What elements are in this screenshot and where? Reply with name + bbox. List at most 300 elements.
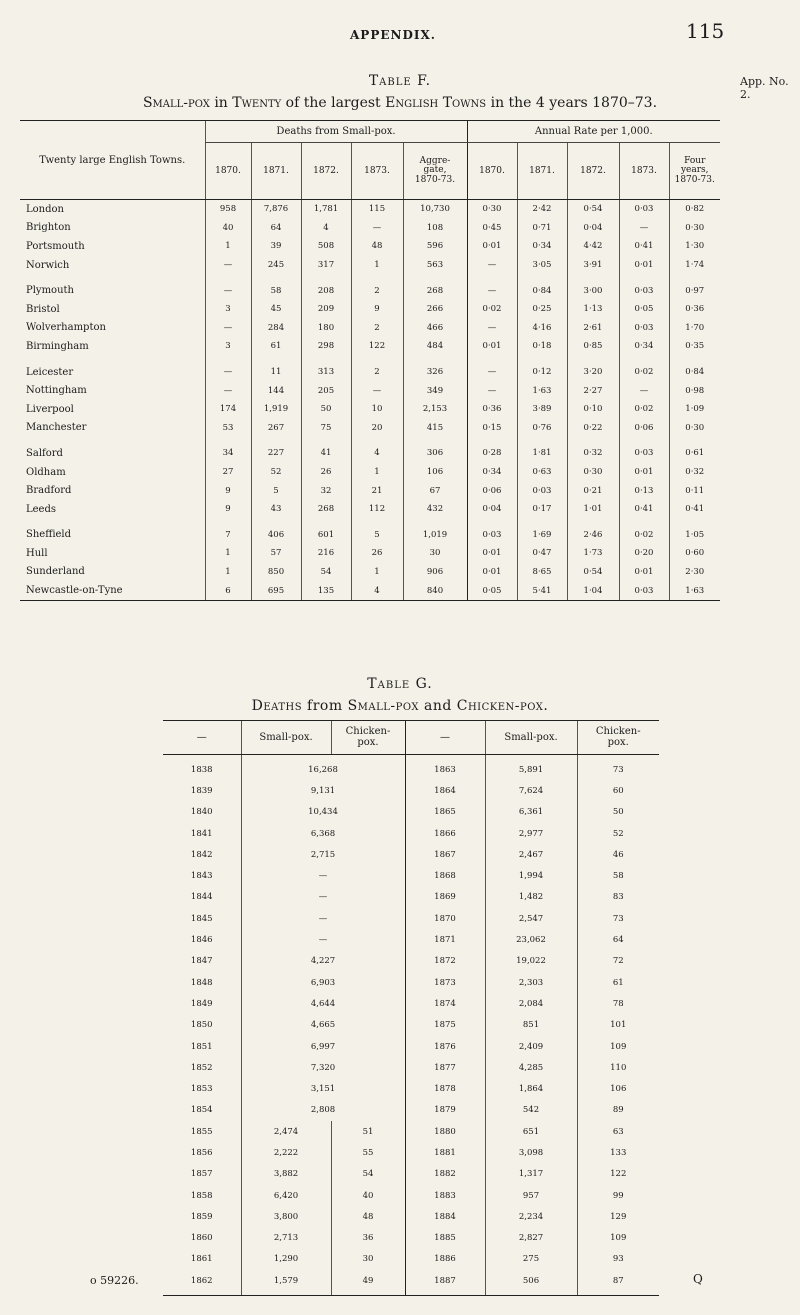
table-cell: 208 (301, 274, 351, 300)
table-cell: 0·76 (517, 419, 567, 438)
table-cell: 5 (251, 481, 301, 500)
chicken-pox-cell: 78 (577, 993, 659, 1014)
table-cell: 0·02 (619, 400, 669, 419)
table-cell: 0·13 (619, 481, 669, 500)
col-header: Four years, 1870-73. (669, 143, 720, 200)
small-pox-cell: 6,420 (241, 1185, 331, 1206)
chicken-pox-cell: 60 (577, 780, 659, 801)
chicken-pox-cell: 109 (577, 1036, 659, 1057)
year-cell: 1842 (190, 849, 213, 860)
table-cell: 0·17 (517, 500, 567, 519)
table-cell: 1 (205, 237, 251, 256)
small-pox-cell: 651 (485, 1121, 577, 1142)
year-cell: 1879 (405, 1100, 485, 1121)
combined-deaths-cell: 2,808 (241, 1100, 405, 1121)
table-cell: 0·25 (517, 300, 567, 319)
chicken-pox-cell: 72 (577, 951, 659, 972)
table-cell: 112 (351, 500, 403, 519)
table-cell: 2·30 (669, 563, 720, 582)
small-pox-cell: 2,713 (241, 1228, 331, 1249)
combined-deaths-cell: 10,434 (241, 802, 405, 823)
chicken-pox-cell: 99 (577, 1185, 659, 1206)
table-row (163, 929, 659, 950)
table-cell: 5·41 (517, 581, 567, 600)
table-cell: 3 (205, 337, 251, 356)
table-cell: 1,019 (403, 519, 467, 545)
table-cell: 0·61 (669, 437, 720, 463)
combined-deaths-cell: — (241, 908, 405, 929)
table-cell: 1·70 (669, 319, 720, 338)
table-row (20, 419, 720, 438)
year-cell: 1870 (405, 908, 485, 929)
table-cell: 0·34 (467, 463, 517, 482)
table-row (163, 865, 659, 886)
table-cell: 227 (251, 437, 301, 463)
table-cell: — (351, 219, 403, 238)
table-cell: 563 (403, 256, 467, 275)
small-pox-cell: 542 (485, 1100, 577, 1121)
table-cell: 0·03 (619, 200, 669, 219)
small-pox-chicken-pox-table (163, 720, 659, 1296)
table-cell: 484 (403, 337, 467, 356)
small-pox-cell: 2,467 (485, 844, 577, 865)
table-cell: 7,876 (251, 200, 301, 219)
table-cell: 8·65 (517, 563, 567, 582)
table-cell: 306 (403, 437, 467, 463)
appendix-number: App. No. 2. (740, 75, 789, 101)
table-row (20, 400, 720, 419)
table-cell: 122 (351, 337, 403, 356)
table-cell: 267 (251, 419, 301, 438)
table-cell: 144 (251, 381, 301, 400)
year-cell: 1878 (405, 1078, 485, 1099)
table-cell: 0·36 (467, 400, 517, 419)
table-cell: 174 (205, 400, 251, 419)
table-cell: 20 (351, 419, 403, 438)
chicken-pox-cell: 54 (331, 1164, 405, 1185)
table-cell: 108 (403, 219, 467, 238)
table-cell: — (467, 381, 517, 400)
table-cell: 406 (251, 519, 301, 545)
table-cell: 0·36 (669, 300, 720, 319)
table-cell: 2,153 (403, 400, 467, 419)
table-cell: 30 (403, 544, 467, 563)
table-cell: 6 (205, 581, 251, 600)
table-row (20, 219, 720, 238)
table-cell: — (205, 256, 251, 275)
table-cell: 0·41 (619, 237, 669, 256)
table-cell: 3·91 (567, 256, 619, 275)
table-cell: 43 (251, 500, 301, 519)
chicken-pox-cell: 89 (577, 1100, 659, 1121)
year-cell: 1885 (405, 1228, 485, 1249)
year-cell: 1851 (190, 1041, 213, 1052)
table-cell: 135 (301, 581, 351, 600)
table-cell: 415 (403, 419, 467, 438)
chicken-pox-cell: 63 (577, 1121, 659, 1142)
chicken-pox-cell: 36 (331, 1228, 405, 1249)
small-pox-cell: 6,361 (485, 802, 577, 823)
town-name: Sunderland (26, 566, 85, 578)
table-cell: 0·20 (619, 544, 669, 563)
table-cell: 11 (251, 356, 301, 382)
combined-deaths-cell: 7,320 (241, 1057, 405, 1078)
year-cell: 1887 (405, 1270, 485, 1296)
year-cell: 1884 (405, 1206, 485, 1227)
table-cell: 2 (351, 274, 403, 300)
year-cell: 1872 (405, 951, 485, 972)
table-cell: 1·63 (669, 581, 720, 600)
town-name: Bradford (26, 485, 72, 497)
table-cell: 27 (205, 463, 251, 482)
year-cell: 1855 (190, 1126, 213, 1137)
table-cell: — (205, 356, 251, 382)
table-cell: 34 (205, 437, 251, 463)
table-cell: 1 (205, 544, 251, 563)
combined-deaths-cell: 2,715 (241, 844, 405, 865)
year-cell: 1860 (190, 1233, 213, 1244)
table-cell: 0·03 (619, 581, 669, 600)
year-cell: 1883 (405, 1185, 485, 1206)
year-cell: 1843 (190, 871, 213, 882)
table-f-title: Table F. (368, 73, 432, 89)
table-row (20, 437, 720, 463)
table-row (20, 337, 720, 356)
table-cell: 0·85 (567, 337, 619, 356)
col-header: — (163, 721, 241, 755)
table-cell: 0·30 (467, 200, 517, 219)
table-cell: 0·35 (669, 337, 720, 356)
table-cell: 268 (403, 274, 467, 300)
table-cell: 0·03 (467, 519, 517, 545)
town-name: Nottingham (26, 385, 87, 397)
table-g-subtitle: Deaths from Small-pox and Chicken-pox. (251, 698, 549, 714)
table-cell: 0·04 (467, 500, 517, 519)
year-cell: 1874 (405, 993, 485, 1014)
table-cell: 0·98 (669, 381, 720, 400)
table-row (163, 908, 659, 929)
table-cell: 0·30 (669, 419, 720, 438)
table-cell: 40 (205, 219, 251, 238)
table-cell: — (467, 356, 517, 382)
year-cell: 1868 (405, 865, 485, 886)
small-pox-cell: 1,290 (241, 1249, 331, 1270)
chicken-pox-cell: 106 (577, 1078, 659, 1099)
combined-deaths-cell: 6,903 (241, 972, 405, 993)
col-header: Chicken- pox. (577, 721, 659, 755)
chicken-pox-cell: 122 (577, 1164, 659, 1185)
col-header: 1870. (467, 143, 517, 200)
year-cell: 1854 (190, 1105, 213, 1116)
table-row (163, 844, 659, 865)
table-cell: 50 (301, 400, 351, 419)
table-cell: 58 (251, 274, 301, 300)
table-cell: 57 (251, 544, 301, 563)
combined-deaths-cell: — (241, 929, 405, 950)
table-row (20, 319, 720, 338)
small-pox-cell: 506 (485, 1270, 577, 1296)
table-row (20, 200, 720, 219)
table-cell: — (205, 381, 251, 400)
table-cell: 61 (251, 337, 301, 356)
table-cell: — (467, 256, 517, 275)
table-cell: 313 (301, 356, 351, 382)
table-cell: 0·84 (669, 356, 720, 382)
year-cell: 1865 (405, 802, 485, 823)
table-cell: 266 (403, 300, 467, 319)
table-row (20, 581, 720, 600)
year-cell: 1880 (405, 1121, 485, 1142)
table-row (163, 1100, 659, 1121)
table-cell: 209 (301, 300, 351, 319)
table-f-subtitle: Small-pox in Twenty of the largest English Towns in the 4 years 1870–73. (142, 95, 658, 111)
town-name: Oldham (26, 466, 66, 478)
table-cell: 906 (403, 563, 467, 582)
small-pox-cell: 1,482 (485, 887, 577, 908)
table-cell: 10 (351, 400, 403, 419)
chicken-pox-cell: 49 (331, 1270, 405, 1296)
table-cell: 1·30 (669, 237, 720, 256)
table-cell: 1·63 (517, 381, 567, 400)
table-row (20, 356, 720, 382)
table-cell: 298 (301, 337, 351, 356)
small-pox-cell: 1,994 (485, 865, 577, 886)
table-row (163, 1185, 659, 1206)
table-cell: 0·54 (567, 563, 619, 582)
table-cell: 508 (301, 237, 351, 256)
chicken-pox-cell: 55 (331, 1142, 405, 1163)
combined-deaths-cell: — (241, 887, 405, 908)
table-cell: 0·18 (517, 337, 567, 356)
running-head: APPENDIX. (350, 28, 436, 42)
small-pox-cell: 2,222 (241, 1142, 331, 1163)
small-pox-cell: 2,547 (485, 908, 577, 929)
year-cell: 1871 (405, 929, 485, 950)
table-cell: 1·81 (517, 437, 567, 463)
table-cell: 466 (403, 319, 467, 338)
table-cell: 0·41 (669, 500, 720, 519)
small-pox-cell: 1,864 (485, 1078, 577, 1099)
table-cell: 958 (205, 200, 251, 219)
table-cell: 317 (301, 256, 351, 275)
table-cell: 64 (251, 219, 301, 238)
table-cell: — (205, 274, 251, 300)
table-cell: 596 (403, 237, 467, 256)
small-pox-cell: 851 (485, 1015, 577, 1036)
table-cell: 26 (351, 544, 403, 563)
small-pox-cell: 957 (485, 1185, 577, 1206)
table-cell: 2·46 (567, 519, 619, 545)
year-cell: 1847 (190, 956, 213, 967)
table-cell: 0·15 (467, 419, 517, 438)
table-cell: 0·84 (517, 274, 567, 300)
small-pox-cell: 2,409 (485, 1036, 577, 1057)
town-name: Wolverhampton (26, 322, 106, 334)
table-cell: 349 (403, 381, 467, 400)
year-cell: 1839 (190, 785, 213, 796)
table-cell: 4 (351, 581, 403, 600)
table-cell: 115 (351, 200, 403, 219)
year-cell: 1867 (405, 844, 485, 865)
table-row (163, 1206, 659, 1227)
chicken-pox-cell: 83 (577, 887, 659, 908)
table-cell: 3·89 (517, 400, 567, 419)
chicken-pox-cell: 109 (577, 1228, 659, 1249)
table-cell: 2·27 (567, 381, 619, 400)
combined-deaths-cell: 9,131 (241, 780, 405, 801)
table-row (163, 1015, 659, 1036)
page-number: 115 (686, 19, 725, 43)
year-cell: 1886 (405, 1249, 485, 1270)
table-cell: — (467, 274, 517, 300)
year-cell: 1863 (405, 755, 485, 781)
table-cell: 216 (301, 544, 351, 563)
combined-deaths-cell: 16,268 (241, 755, 405, 781)
table-cell: 0·02 (619, 356, 669, 382)
chicken-pox-cell: 129 (577, 1206, 659, 1227)
table-row (163, 1249, 659, 1270)
table-cell: 432 (403, 500, 467, 519)
table-cell: 45 (251, 300, 301, 319)
year-cell: 1849 (190, 998, 213, 1009)
table-cell: 0·05 (467, 581, 517, 600)
table-cell: 0·01 (619, 256, 669, 275)
table-row (20, 237, 720, 256)
year-cell: 1838 (190, 764, 213, 775)
combined-deaths-cell: 6,368 (241, 823, 405, 844)
table-row (163, 802, 659, 823)
town-name: Sheffield (26, 529, 72, 541)
table-cell: 0·01 (467, 544, 517, 563)
combined-deaths-cell: 4,665 (241, 1015, 405, 1036)
table-cell: 850 (251, 563, 301, 582)
year-cell: 1875 (405, 1015, 485, 1036)
table-cell: 3·00 (567, 274, 619, 300)
col-header: — (405, 721, 485, 755)
table-cell: 9 (351, 300, 403, 319)
table-cell: 180 (301, 319, 351, 338)
table-cell: 0·28 (467, 437, 517, 463)
table-cell: 4 (301, 219, 351, 238)
table-cell: 0·03 (619, 437, 669, 463)
table-cell: 41 (301, 437, 351, 463)
table-cell: 1·05 (669, 519, 720, 545)
table-cell: 1 (351, 463, 403, 482)
table-cell: 268 (301, 500, 351, 519)
table-cell: 0·47 (517, 544, 567, 563)
town-name: Liverpool (26, 403, 74, 415)
year-cell: 1850 (190, 1020, 213, 1031)
town-name: Hull (26, 547, 48, 559)
table-cell: — (619, 381, 669, 400)
year-cell: 1856 (190, 1147, 213, 1158)
chicken-pox-cell: 40 (331, 1185, 405, 1206)
table-row (20, 563, 720, 582)
year-cell: 1873 (405, 972, 485, 993)
table-row (163, 1228, 659, 1249)
table-cell: 1·09 (669, 400, 720, 419)
table-cell: 0·10 (567, 400, 619, 419)
year-cell: 1857 (190, 1169, 213, 1180)
table-cell: 0·32 (669, 463, 720, 482)
small-pox-cell: 3,098 (485, 1142, 577, 1163)
table-row (163, 1142, 659, 1163)
town-name: Leeds (26, 503, 57, 515)
town-name: Bristol (26, 303, 60, 315)
col-header: 1873. (351, 143, 403, 200)
table-cell: 0·04 (567, 219, 619, 238)
table-cell: 53 (205, 419, 251, 438)
small-pox-cell: 23,062 (485, 929, 577, 950)
table-cell: 1·73 (567, 544, 619, 563)
chicken-pox-cell: 58 (577, 865, 659, 886)
town-name: Manchester (26, 422, 87, 434)
table-cell: 48 (351, 237, 403, 256)
table-row (163, 1270, 659, 1296)
year-cell: 1852 (190, 1062, 213, 1073)
table-cell: 1·01 (567, 500, 619, 519)
year-cell: 1859 (190, 1211, 213, 1222)
small-pox-cell: 2,234 (485, 1206, 577, 1227)
year-cell: 1861 (190, 1254, 213, 1265)
chicken-pox-cell: 73 (577, 908, 659, 929)
table-cell: 2·42 (517, 200, 567, 219)
year-cell: 1869 (405, 887, 485, 908)
deaths-group-header: Deaths from Small-pox. (205, 121, 467, 143)
table-cell: 0·34 (619, 337, 669, 356)
year-cell: 1844 (190, 892, 213, 903)
table-row (20, 300, 720, 319)
year-cell: 1862 (163, 1270, 241, 1296)
year-cell: 1846 (190, 935, 213, 946)
table-cell: 0·71 (517, 219, 567, 238)
table-cell: 10,730 (403, 200, 467, 219)
chicken-pox-cell: 30 (331, 1249, 405, 1270)
table-cell: 0·54 (567, 200, 619, 219)
chicken-pox-cell: 73 (577, 755, 659, 781)
town-name: Leicester (26, 366, 74, 378)
table-row (163, 1164, 659, 1185)
table-cell: 1,919 (251, 400, 301, 419)
table-cell: 1,781 (301, 200, 351, 219)
table-cell: 4 (351, 437, 403, 463)
table-cell: 7 (205, 519, 251, 545)
table-row (20, 519, 720, 545)
small-pox-cell: 3,800 (241, 1206, 331, 1227)
combined-deaths-cell: 3,151 (241, 1078, 405, 1099)
table-cell: 0·03 (619, 274, 669, 300)
col-header: 1872. (301, 143, 351, 200)
table-cell: 0·60 (669, 544, 720, 563)
chicken-pox-cell: 51 (331, 1121, 405, 1142)
year-cell: 1866 (405, 823, 485, 844)
table-cell: 54 (301, 563, 351, 582)
table-cell: 245 (251, 256, 301, 275)
chicken-pox-cell: 64 (577, 929, 659, 950)
town-name: Portsmouth (26, 240, 85, 252)
year-cell: 1853 (190, 1084, 213, 1095)
small-pox-cell: 3,882 (241, 1164, 331, 1185)
col-header: Aggre- gate, 1870-73. (403, 143, 467, 200)
table-cell: — (205, 319, 251, 338)
table-row (20, 544, 720, 563)
chicken-pox-cell: 87 (577, 1270, 659, 1296)
table-cell: 52 (251, 463, 301, 482)
small-pox-cell: 2,827 (485, 1228, 577, 1249)
table-cell: 0·01 (619, 563, 669, 582)
year-cell: 1858 (190, 1190, 213, 1201)
col-header: Small-pox. (241, 721, 331, 755)
